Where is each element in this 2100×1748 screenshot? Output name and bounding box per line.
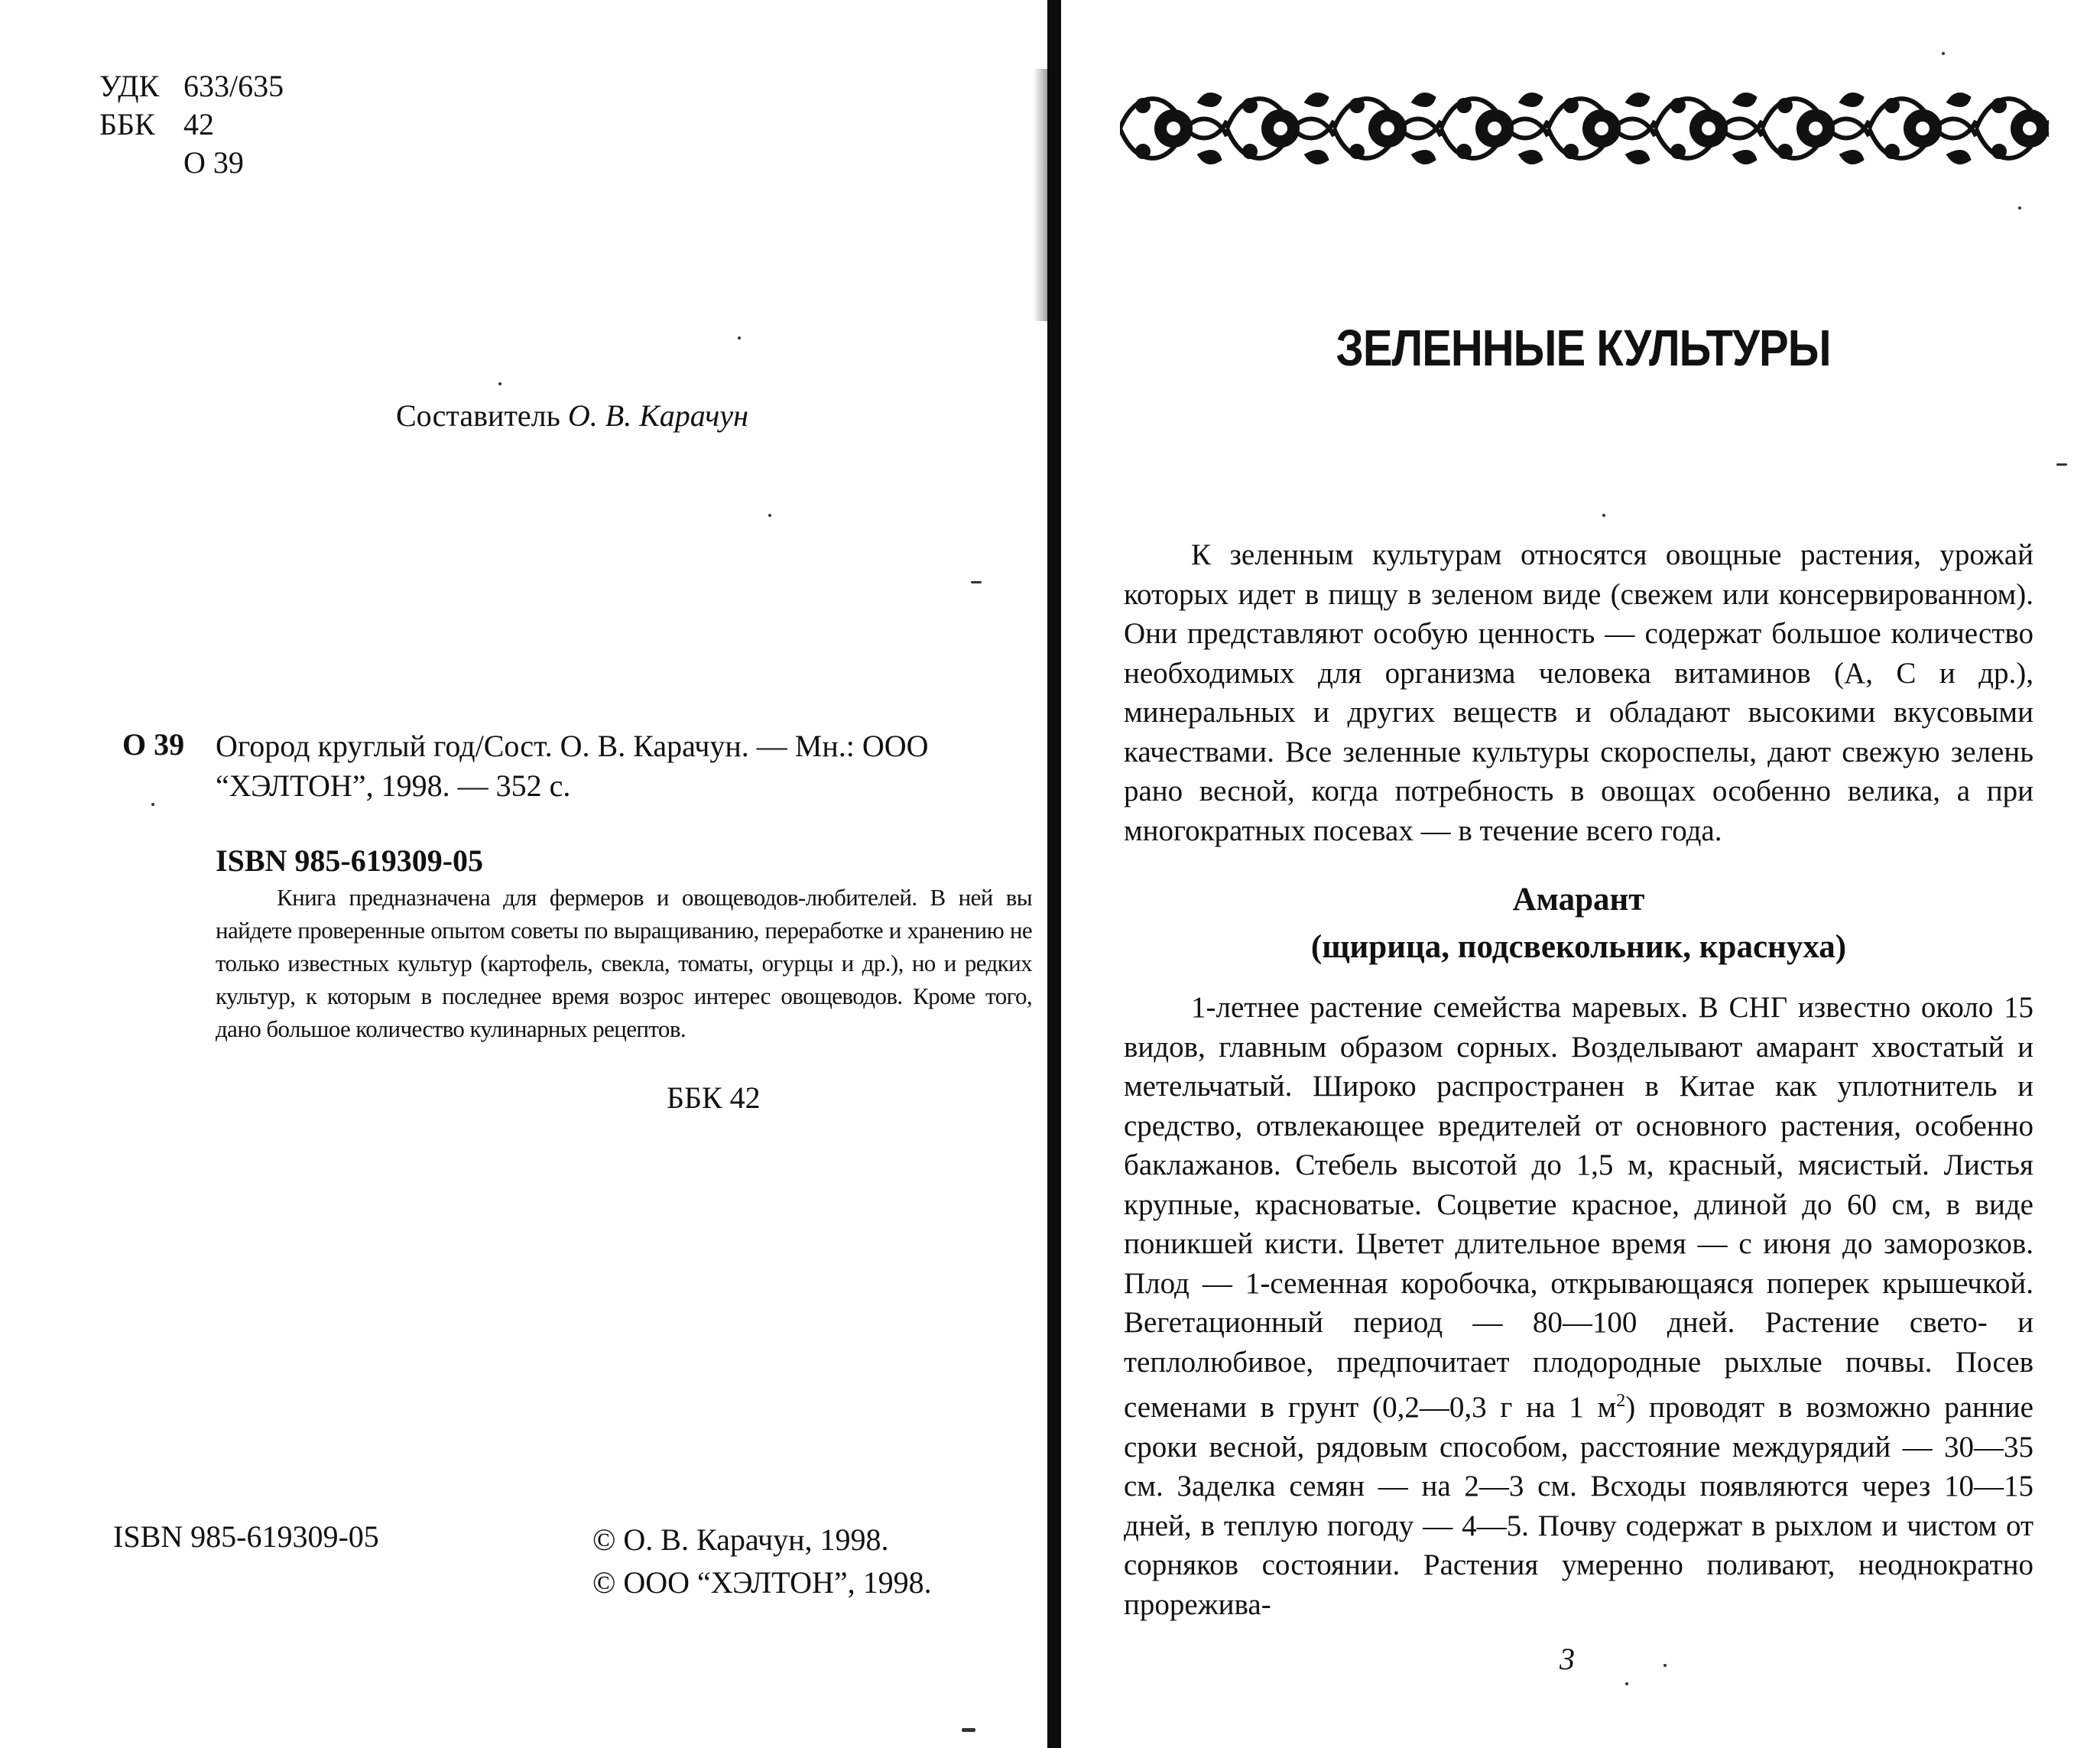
author-mark-line [99,144,284,182]
isbn-heading: ISBN 985-619309-05 [216,843,484,878]
compiler-label: Составитель [396,398,560,433]
amaranth-text-part1: 1-летнее растение семейства маревых. В СНГ известно около 15 видов, главным образом сорных. Возделывают амарант хвостатый и метельчатый. Широко распространен в Китае как уплотнитель и средство, отвлекающее вредителей от основного растения, особенно баклажанов. Стебель высотой до 1,5 м, красный, мясистый. Листья крупные, красноватые. Соцветие красное, длиной до 60 см, в виде поникшей кисти. Цветет длительное время — с июня до заморозков. Плод — 1-семенная коробочка, открывающаяся поперек крышечкой. Вегетационный период — 80—100 дней. Растение свето- и теплолюбивое, предпочитает плодородные рыхлые почвы. Посев семенами в грунт (0,2—0,3 г на 1 м [1124,991,2033,1424]
scan-speck [1942,52,1945,55]
chapter-title: ЗЕЛЕННЫЕ КУЛЬТУРЫ [1336,320,1831,377]
scan-speck [151,803,154,806]
classification-block [99,67,284,182]
copyright-author: © О. В. Карачун, 1998. [592,1522,889,1557]
amaranth-text [1124,988,2033,1624]
copyright-block [592,1519,932,1604]
intro-paragraph [1124,535,2033,850]
bbk-line [99,106,284,144]
bbk-label: ББК [99,107,155,141]
copyright-publisher: © ООО “ХЭЛТОН”, 1998. [592,1565,932,1600]
floral-ornament-border [1120,83,2049,174]
superscript-2: 2 [1616,1391,1626,1411]
udk-label: УДК [99,69,160,103]
scan-speck [971,581,982,583]
scan-speck [2056,463,2067,466]
book-annotation: Книга предназначена для фермеров и овощеводов-любителей. В ней вы найдете проверенные опытом советы по выращиванию, переработке и хранению не только известных культур (картофель, свекла, томаты, огурцы и др.), но и редких культур, к которым в последнее время возрос интерес овощеводов. Кроме того, дано большое количество кулинарных рецептов. [216,884,1032,1042]
page-number: 3 [1560,1642,1575,1676]
scan-speck [962,1728,975,1732]
scan-speck [2018,206,2021,210]
catalog-entry-text: Огород круглый год/Сост. О. В. Карачун. — Мн.: ООО “ХЭЛТОН”, 1998. — 352 с. [216,729,929,803]
scan-speck [1663,1664,1667,1667]
scan-speck [1625,1682,1628,1685]
compiler-line [396,398,748,434]
bbk-value: 42 [183,107,214,141]
catalog-entry-code: О 39 [122,727,185,762]
scan-speck [498,382,501,385]
bbk-index: ББК 42 [667,1080,761,1115]
amaranth-paragraph [1124,988,2033,1624]
section-subtitle: (щирица, подсвекольник, краснуха) [1310,929,1847,965]
amaranth-text-part2: ) проводят в возможно ранние сроки весной, рядовым способом, расстояние междурядий — 30—35 см. Заделка семян — на 2—3 см. Всходы появляются через 10—15 дней, в теплую погоду — 4—5. Почву содержат в рыхлом и чистом от сорняков состоянии. Растения умеренно поливают, неоднократно прорежива- [1124,1391,2033,1621]
scan-speck [768,514,771,517]
author-mark-value: О 39 [183,145,244,180]
isbn-footer: ISBN 985-619309-05 [113,1519,379,1554]
scan-speck [1602,514,1605,517]
udk-line [99,67,284,106]
udk-value: 633/635 [183,69,284,103]
compiler-name: О. В. Карачун [567,398,748,433]
scan-speck [738,336,741,340]
intro-text: К зеленным культурам относятся овощные растения, урожай которых идет в пищу в зеленом виде (свежем или консервированном). Они представляют особую ценность — содержат большое количество необходимых для организма человека витаминов (А, С и др.), минеральных и других веществ и обладают высокими вкусовыми качествами. Все зеленные культуры скороспелы, дают свежую зелень рано весной, когда потребность в овощах особенно велика, а при многократных посевах — в течение всего года. [1124,538,2033,847]
section-title: Амарант [1512,882,1645,918]
